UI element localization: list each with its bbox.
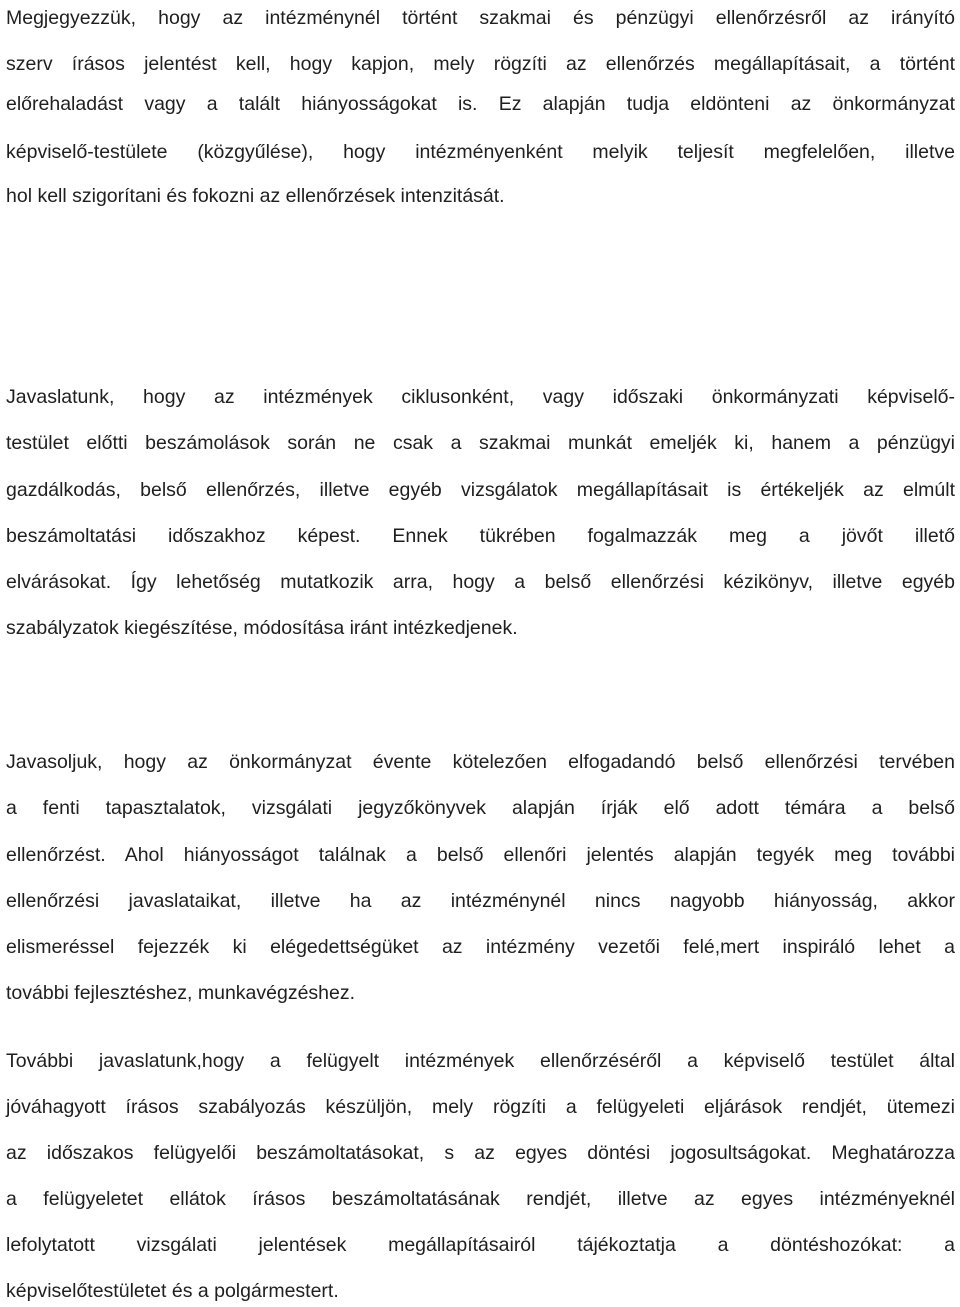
- paragraph-line: hol kell szigorítani és fokozni az ellenőrzések intenzitását.: [6, 185, 505, 207]
- paragraph-line: jóváhagyott írásos szabályozás készüljön, mely rögzíti a felügyeleti eljárások rendjét, ütemezi: [6, 1096, 955, 1118]
- paragraph-line: beszámoltatási időszakhoz képest. Ennek tükrében fogalmazzák meg a jövőt illető: [6, 525, 955, 547]
- paragraph-line: Javasoljuk, hogy az önkormányzat évente kötelezően elfogadandó belső ellenőrzési tervében: [6, 751, 955, 773]
- paragraph-line: lefolytatott vizsgálati jelentések megállapításairól tájékoztatja a döntéshozókat: a: [6, 1234, 955, 1256]
- paragraph-line: képviselő-testülete (közgyűlése), hogy intézményenként melyik teljesít megfelelően, illetve: [6, 141, 955, 163]
- paragraph-line: szabályzatok kiegészítése, módosítása iránt intézkedjenek.: [6, 617, 518, 639]
- paragraph-line: további fejlesztéshez, munkavégzéshez.: [6, 982, 356, 1004]
- paragraph-line: előrehaladást vagy a talált hiányosságokat is. Ez alapján tudja eldönteni az önkormányzat: [6, 93, 955, 115]
- paragraph-line: Javaslatunk, hogy az intézmények ciklusonként, vagy időszaki önkormányzati képviselő-: [6, 386, 955, 408]
- paragraph-line: képviselőtestületet és a polgármestert.: [6, 1280, 339, 1302]
- paragraph-line: ellenőrzési javaslataikat, illetve ha az intézménynél nincs nagyobb hiányosság, akkor: [6, 890, 955, 912]
- paragraph-line: ellenőrzést. Ahol hiányosságot találnak a belső ellenőri jelentés alapján tegyék meg további: [6, 844, 955, 866]
- paragraph-line: testület előtti beszámolások során ne csak a szakmai munkát emeljék ki, hanem a pénzügyi: [6, 432, 955, 454]
- paragraph-line: Megjegyezzük, hogy az intézménynél történt szakmai és pénzügyi ellenőrzésről az irányító: [6, 7, 955, 29]
- paragraph-line: elismeréssel fejezzék ki elégedettségüket az intézmény vezetői felé,mert inspiráló lehet a: [6, 936, 955, 958]
- paragraph-line: a fenti tapasztalatok, vizsgálati jegyzőkönyvek alapján írják elő adott témára a belső: [6, 797, 955, 819]
- paragraph-line: elvárásokat. Így lehetőség mutatkozik arra, hogy a belső ellenőrzési kézikönyv, illetve egyéb: [6, 571, 955, 593]
- paragraph-line: az időszakos felügyelői beszámoltatásokat, s az egyes döntési jogosultságokat. Meghatározza: [6, 1142, 955, 1164]
- paragraph-line: a felügyeletet ellátok írásos beszámoltatásának rendjét, illetve az egyes intézményeknél: [6, 1188, 955, 1210]
- paragraph-line: További javaslatunk,hogy a felügyelt intézmények ellenőrzéséről a képviselő testület által: [6, 1050, 955, 1072]
- paragraph-line: szerv írásos jelentést kell, hogy kapjon, mely rögzíti az ellenőrzés megállapításait, a történt: [6, 53, 955, 75]
- paragraph-line: gazdálkodás, belső ellenőrzés, illetve egyéb vizsgálatok megállapításait is értékeljék az elmúlt: [6, 479, 955, 501]
